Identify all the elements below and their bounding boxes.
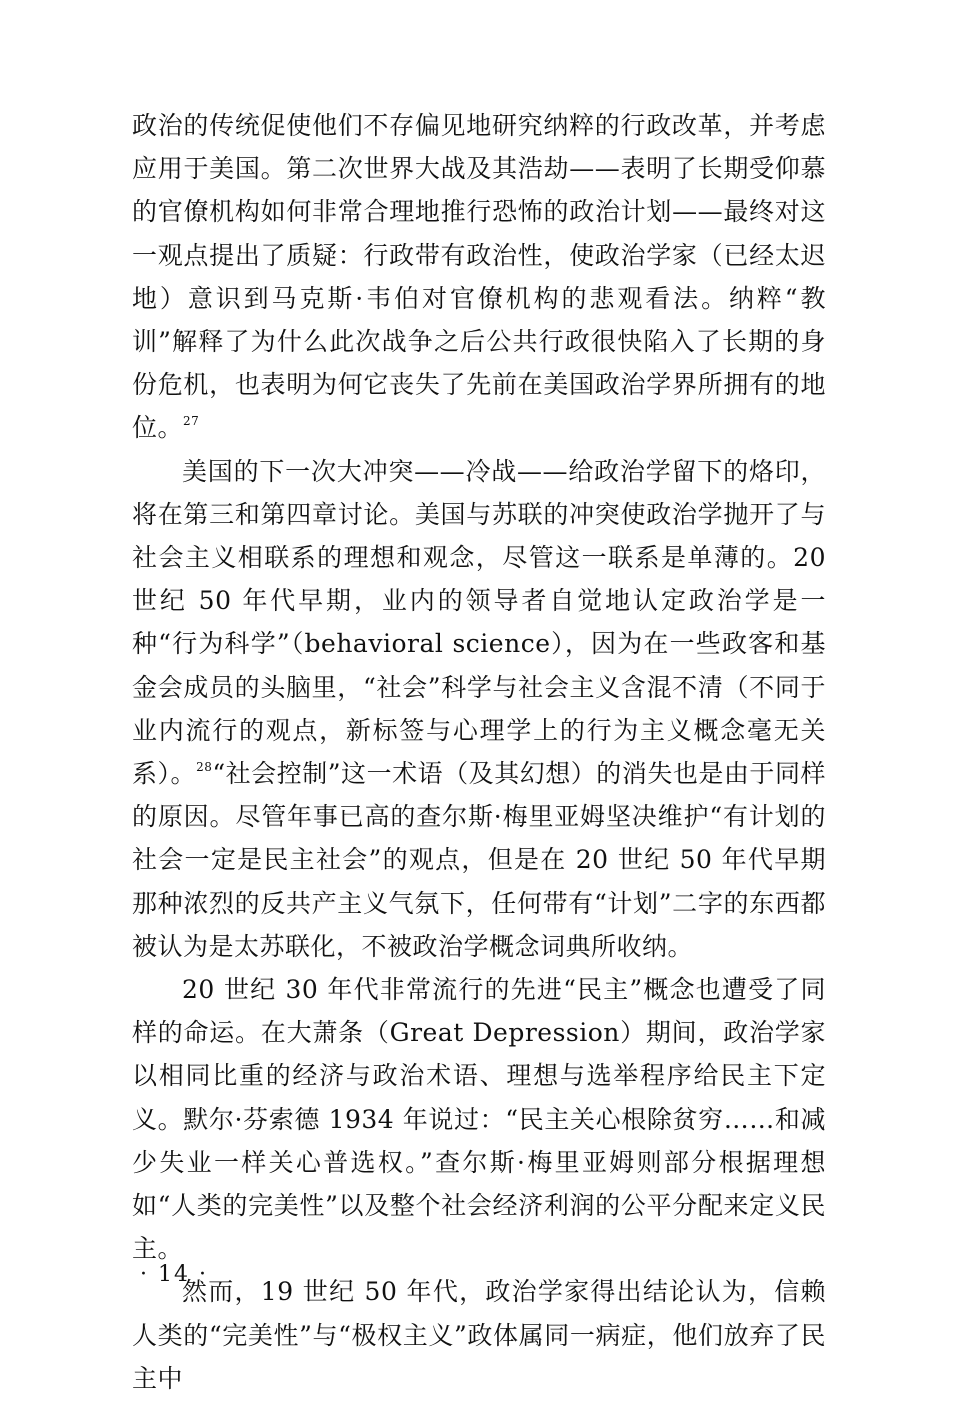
page-body	[132, 104, 826, 1400]
paragraph-3	[132, 968, 826, 1270]
paragraph-2-text-continued: “社会控制”这一术语（及其幻想）的消失也是由于同样的原因。尽管年事已高的查尔斯·梅里亚姆坚决维护“有计划的社会一定是民主社会”的观点，但是在 20 世纪 50 年代早期那种浓烈的反共产主义气氛下，任何带有“计划”二字的东西都被认为是太苏联化，不被政治学概念词典所收纳。	[132, 759, 826, 961]
footnote-ref-28[interactable]: 28	[196, 759, 213, 774]
page-number: · 14 ·	[140, 1262, 208, 1287]
paragraph-1-text: 政治的传统促使他们不存偏见地研究纳粹的行政改革，并考虑应用于美国。第二次世界大战及其浩劫——表明了长期受仰慕的官僚机构如何非常合理地推行恐怖的政治计划——最终对这一观点提出了质疑：行政带有政治性，使政治学家（已经太迟地）意识到马克斯·韦伯对官僚机构的悲观看法。纳粹“教训”解释了为什么此次战争之后公共行政很快陷入了长期的身份危机，也表明为何它丧失了先前在美国政治学界所拥有的地位。	[132, 111, 826, 443]
paragraph-2-text: 美国的下一次大冲突——冷战——给政治学留下的烙印，将在第三和第四章讨论。美国与苏联的冲突使政治学抛开了与社会主义相联系的理想和观念，尽管这一联系是单薄的。20 世纪 50 年代早期，业内的领导者自觉地认定政治学是一种“行为科学”（behavioral science），因为在一些政客和基金会成员的头脑里，“社会”科学与社会主义含混不清（不同于业内流行的观点，新标签与心理学上的行为主义概念毫无关系）。	[132, 456, 826, 789]
paragraph-4	[132, 1270, 826, 1400]
paragraph-3-text: 20 世纪 30 年代非常流行的先进“民主”概念也遭受了同样的命运。在大萧条（Great Depression）期间，政治学家以相同比重的经济与政治术语、理想与选举程序给民主下定义。默尔·芬索德 1934 年说过：“民主关心根除贫穷……和减少失业一样关心普选权。”查尔斯·梅里亚姆则部分根据理想如“人类的完美性”以及整个社会经济利润的公平分配来定义民主。	[132, 975, 826, 1264]
paragraph-1	[132, 104, 826, 450]
footnote-ref-27[interactable]: 27	[183, 414, 200, 429]
paragraph-2	[132, 450, 826, 968]
paragraph-4-text: 然而，19 世纪 50 年代，政治学家得出结论认为，信赖人类的“完美性”与“极权主义”政体属同一病症，他们放弃了民主中	[132, 1277, 826, 1393]
